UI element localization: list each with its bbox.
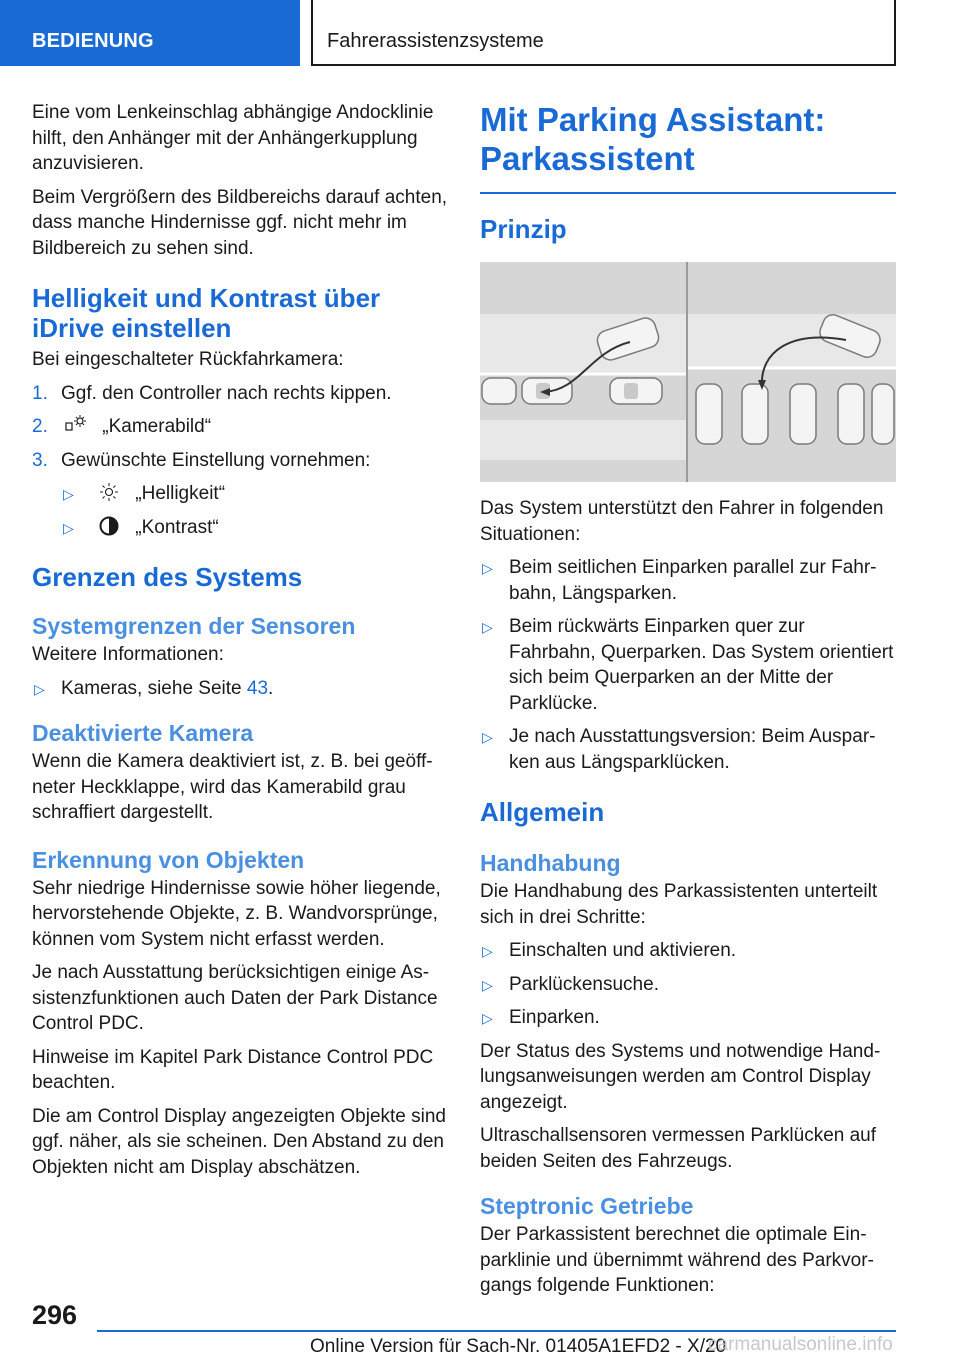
triangle-bullet-icon: ▷ [34,680,45,697]
left-column [32,100,450,1188]
footer-divider [97,1330,896,1332]
list-item [480,555,896,606]
brightness-icon [98,481,120,503]
handling-step-text: Einschalten und aktivieren. [509,940,737,961]
situation-text: Je nach Ausstattungsversion: Beim Auspar‐ ken aus Längsparklücken. [509,726,876,773]
handling-step-text: Parklückensuche. [509,973,659,995]
detection-paragraph-2: Je nach Ausstattung berücksichtigen einige As‐ sistenzfunktionen auch Daten der Park Distance Control PDC. [32,962,438,1034]
triangle-bullet-icon: ▷ [63,519,74,536]
list-item [480,938,896,964]
right-column [480,100,896,1307]
intro-paragraph-1: Eine vom Lenkeinschlag abhängige Andocklinie hilft, den Anhänger mit der Anhängerkupplung anzuvisieren. [32,102,434,174]
cameras-end: . [268,677,274,699]
intro-paragraph-2: Beim Vergrößern des Bildbereichs darauf achten, dass manche Hindernisse ggf. nicht mehr im Bildbereich zu sehen sind. [32,186,448,259]
list-item [480,724,896,775]
list-item [61,515,450,541]
detection-paragraph-1: Sehr niedrige Hindernisse sowie höher liegende, hervorstehende Objekte, z. B. Wandvorsprünge, können vom System nicht erfasst werden. [32,877,441,950]
step-item [32,448,450,474]
parking-illustration [480,262,896,482]
heading-principle: Prinzip [480,214,567,244]
camera-settings-icon [65,414,87,436]
principle-intro: Das System unterstützt den Fahrer in folgenden Situationen: [480,498,884,545]
more-info: Weitere Informationen: [32,644,224,665]
deactivated-text: Wenn die Kamera deaktiviert ist, z. B. bei geöff‐ neter Heckklappe, wird das Kamerabild grau schraffiert dargestellt. [32,751,433,823]
handling-intro: Die Handhabung des Parkassistenten unterteilt sich in drei Schritte: [480,881,878,928]
chapter-header [311,0,896,66]
setting-text: „Kontrast“ [135,516,219,538]
heading-system-limits: Grenzen des Systems [32,562,303,592]
heading-parking-assistant: Mit Parking Assistant: Parkassistent [480,101,826,177]
list-item [480,614,896,716]
chapter-title: Fahrerassistenzsysteme [327,30,544,52]
list-item [32,676,450,702]
handling-steps-list [480,938,896,1031]
triangle-bullet-icon: ▷ [482,729,493,745]
brightness-intro: Bei eingeschalteter Rückfahrkamera: [32,349,344,370]
status-text: Der Status des Systems und notwendige Hand‐ lungsanweisungen werden am Control Display angezeigt. [480,1040,881,1113]
steptronic-text: Der Parkassistent berechnet die optimale Ein‐ parklinie und übernimmt während des Parkvor‐ gangs folgende Funktionen: [480,1224,874,1296]
step-text: Ggf. den Controller nach rechts kippen. [61,382,392,404]
step-text: „Kamerabild“ [102,416,212,437]
list-item [480,972,896,998]
ultrasonic-text: Ultraschallsensoren vermessen Parklücken auf beiden Seiten des Fahrzeugs. [480,1125,877,1172]
setting-text: „Helligkeit“ [135,483,226,504]
settings-list [61,481,450,540]
heading-deactivated-camera: Deaktivierte Kamera [32,720,254,746]
parking-diagram-svg [480,262,896,482]
brightness-steps [32,381,450,474]
triangle-bullet-icon: ▷ [482,560,493,576]
detection-paragraph-3: Hinweise im Kapitel Park Distance Control PDC beachten. [32,1046,434,1093]
heading-steptronic: Steptronic Getriebe [480,1193,694,1219]
step-number: 3. [32,449,48,471]
section-title: BEDIENUNG [32,30,154,52]
watermark: carmanualsonline.info [708,1334,893,1355]
list-item [61,481,450,507]
page-reference-link[interactable]: 43 [246,677,269,699]
cameras-text: Kameras, siehe Seite [61,677,247,699]
heading-general: Allgemein [480,797,605,827]
step-number: 1. [32,382,48,404]
footer-online-version: Online Version für Sach-Nr. 01405A1EFD2 - X/20 [310,1336,727,1357]
triangle-bullet-icon: ▷ [482,976,493,993]
step-number: 2. [32,416,48,437]
step-item [32,414,450,440]
contrast-icon [98,515,120,537]
heading-handling: Handhabung [480,850,621,876]
situations-list [480,555,896,775]
heading-divider [480,192,896,194]
situation-text: Beim seitlichen Einparken parallel zur Fahr‐ bahn, Längsparken. [509,557,877,604]
detection-paragraph-4: Die am Control Display angezeigten Objekte sind ggf. näher, als sie scheinen. Den Abstand zu den Objekten nicht am Display abschätzen. [32,1105,446,1178]
handling-step-text: Einparken. [509,1007,600,1028]
step-item [32,381,450,407]
list-item [480,1005,896,1031]
page-number: 296 [32,1300,78,1330]
triangle-bullet-icon: ▷ [482,619,493,635]
step-text: Gewünschte Einstellung vornehmen: [61,449,371,471]
sensor-list [32,676,450,702]
triangle-bullet-icon: ▷ [63,486,74,502]
triangle-bullet-icon: ▷ [482,943,493,959]
heading-sensor-limits: Systemgrenzen der Sensoren [32,613,356,639]
heading-object-detection: Erkennung von Objekten [32,846,305,873]
section-tab [0,0,300,66]
situation-text: Beim rückwärts Einparken quer zur Fahrbahn, Querparken. Das System orientiert sich beim Querparken an der Mitte der Parklücke. [509,616,894,714]
triangle-bullet-icon: ▷ [482,1010,493,1026]
heading-brightness-contrast: Helligkeit und Kontrast über iDrive einstellen [32,283,381,343]
